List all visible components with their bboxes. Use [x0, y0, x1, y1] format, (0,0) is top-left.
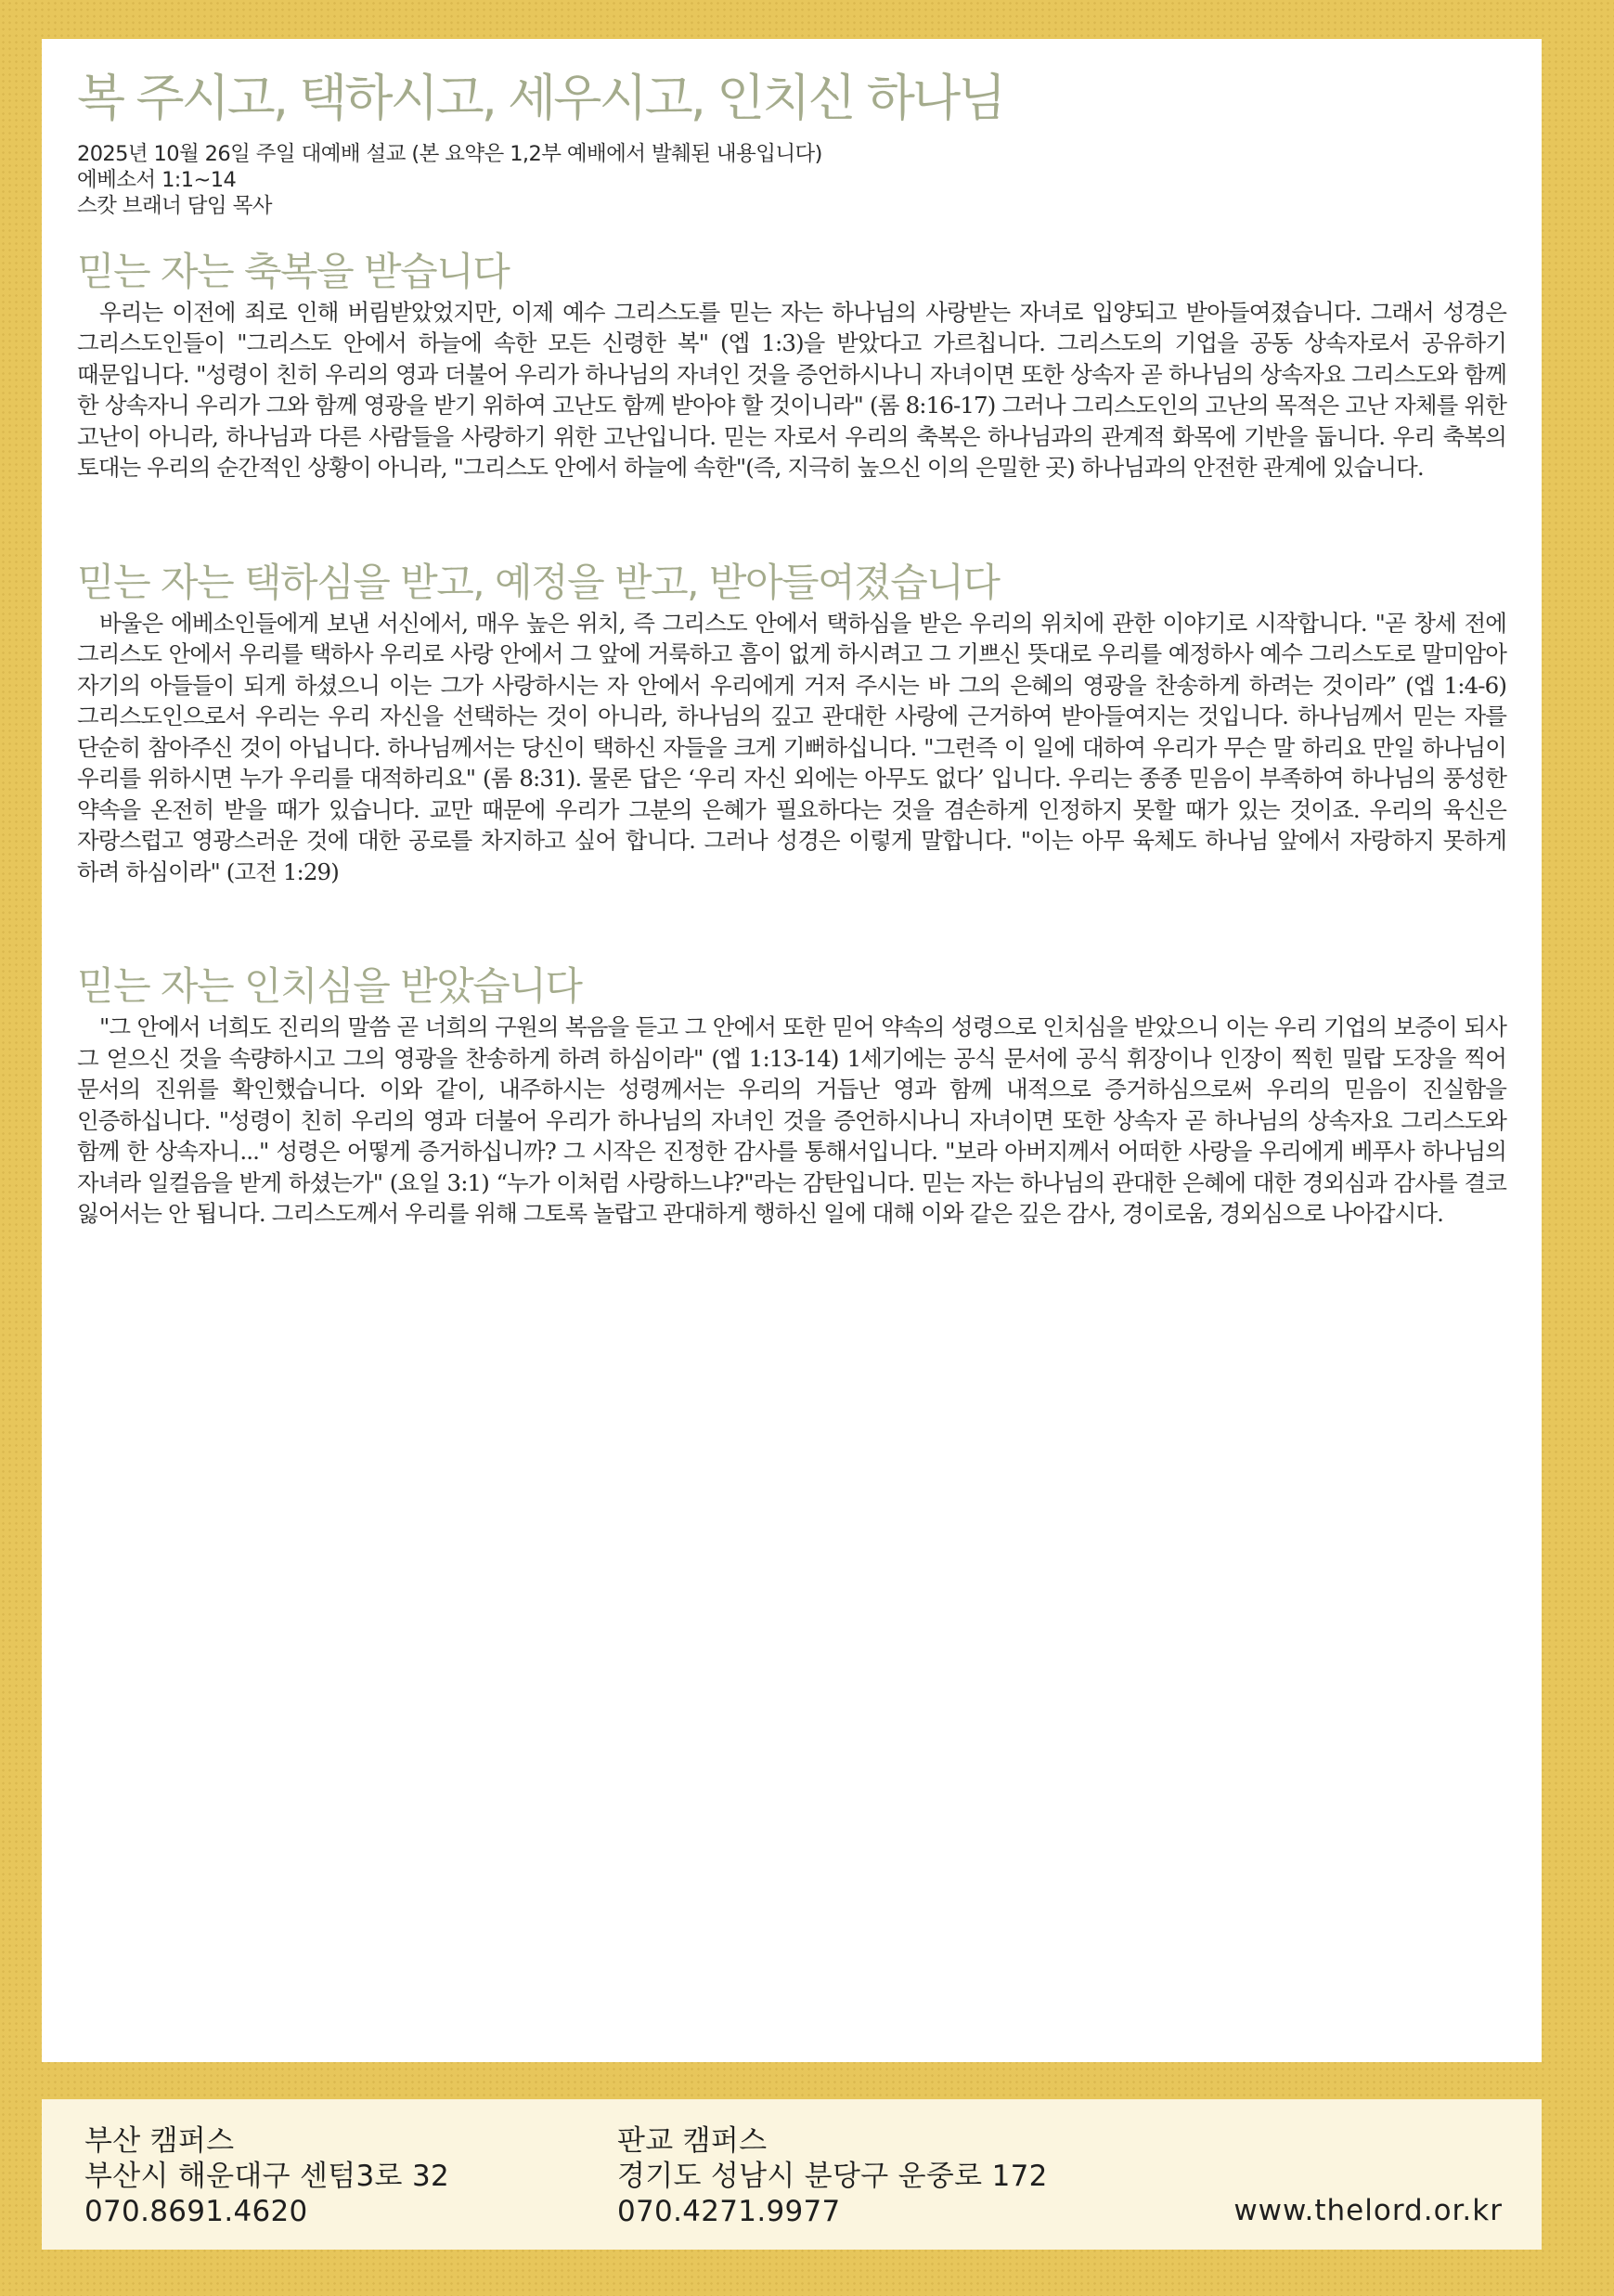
section-chosen: [77, 558, 1506, 888]
section-body: 바울은 에베소인들에게 보낸 서신에서, 매우 높은 위치, 즉 그리스도 안에서 택하심을 받은 우리의 위치에 관한 이야기로 시작합니다. "곧 창세 전에 그리스도 안에서 우리를 택하사 우리로 사랑 안에서 그 앞에 거룩하고 흠이 없게 하시려고 그 기쁘신 뜻대로 우리를 예정하사 예수 그리스도로 말미암아 자기의 아들들이 되게 하셨으니 이는 그가 사랑하시는 자 안에서 우리에게 거저 주시는 바 그의 은혜의 영광을 찬송하게 하려는 것이라” (엡 1:4-6) 그리스도인으로서 우리는 우리 자신을 선택하는 것이 아니라, 하나님의 깊고 관대한 사랑에 근거하여 받아들여지는 것입니다. 하나님께서 믿는 자를 단순히 참아주신 것이 아닙니다. 하나님께서는 당신이 택하신 자들을 크게 기뻐하십니다. "그런즉 이 일에 대하여 우리가 무슨 말 하리요 만일 하나님이 우리를 위하시면 누가 우리를 대적하리요" (롬 8:31). 물론 답은 ‘우리 자신 외에는 아무도 없다’ 입니다. 우리는 종종 믿음이 부족하여 하나님의 풍성한 약속을 온전히 받을 때가 있습니다. 교만 때문에 우리가 그분의 은혜가 필요하다는 것을 겸손하게 인정하지 못할 때가 있는 것이죠. 우리의 육신은 자랑스럽고 영광스러운 것에 대한 공로를 차지하고 싶어 합니다. 그러나 성경은 이렇게 말합니다. "이는 아무 육체도 하나님 앞에서 자랑하지 못하게 하려 하심이라" (고전 1:29): [77, 609, 1506, 885]
campus-address: 부산시 해운대구 센텀3로 32: [84, 2160, 449, 2193]
sermon-meta: [77, 141, 1506, 219]
campus-phone: 070.4271.9977: [617, 2195, 841, 2228]
church-footer: [42, 2099, 1542, 2250]
section-heading: 믿는 자는 인치심을 받았습니다: [77, 963, 582, 1009]
preacher-name: 스캇 브래너 담임 목사: [77, 193, 272, 218]
section-sealed: [77, 961, 1506, 1230]
busan-campus-info: [84, 2123, 449, 2229]
campus-phone: 070.8691.4620: [84, 2195, 308, 2228]
campus-address: 경기도 성남시 분당구 운중로 172: [617, 2160, 1048, 2193]
campus-name: 판교 캠퍼스: [617, 2124, 768, 2158]
sermon-summary-sheet: [42, 39, 1542, 2062]
section-body: "그 안에서 너희도 진리의 말씀 곧 너희의 구원의 복음을 듣고 그 안에서 또한 믿어 약속의 성령으로 인치심을 받았으니 이는 우리 기업의 보증이 되사 그 얻으신 것을 속량하시고 그의 영광을 찬송하게 하려 하심이라" (엡 1:13-14) 1세기에는 공식 문서에 공식 휘장이나 인장이 찍힌 밀랍 도장을 찍어 문서의 진위를 확인했습니다. 이와 같이, 내주하시는 성령께서는 우리의 거듭난 영과 함께 내적으로 증거하심으로써 우리의 믿음이 진실함을 인증하십니다. "성령이 친히 우리의 영과 더불어 우리가 하나님의 자녀인 것을 증언하시나니 자녀이면 또한 상속자 곧 하나님의 상속자요 그리스도와 함께 한 상속자니..." 성령은 어떻게 증거하십니까? 그 시작은 진정한 감사를 통해서입니다. "보라 아버지께서 어떠한 사랑을 우리에게 베푸사 하나님의 자녀라 일컬음을 받게 하셨는가" (요일 3:1) “누가 이처럼 사랑하느냐?"라는 감탄입니다. 믿는 자는 하나님의 관대한 은혜에 대한 경외심과 감사를 결코 잃어서는 안 됩니다. 그리스도께서 우리를 위해 그토록 놀랍고 관대하게 행하신 일에 대해 이와 같은 깊은 감사, 경이로움, 경외심으로 나아갑시다.: [77, 1013, 1506, 1227]
section-heading: 믿는 자는 축복을 받습니다: [77, 248, 510, 294]
section-blessed: [77, 247, 1506, 484]
sermon-date-line: 2025년 10월 26일 주일 대예배 설교 (본 요약은 1,2부 예배에서 발췌된 내용입니다): [77, 141, 822, 166]
sermon-title: 복 주시고, 택하시고, 세우시고, 인치신 하나님: [77, 69, 1004, 127]
campus-name: 부산 캠퍼스: [84, 2124, 235, 2158]
section-heading: 믿는 자는 택하심을 받고, 예정을 받고, 받아들여졌습니다: [77, 559, 1000, 605]
website-url: www.thelord.or.kr: [1233, 2194, 1503, 2227]
scripture-reference: 에베소서 1:1~14: [77, 167, 237, 192]
pangyo-campus-info: [617, 2123, 1048, 2229]
section-body: 우리는 이전에 죄로 인해 버림받았었지만, 이제 예수 그리스도를 믿는 자는 하나님의 사랑받는 자녀로 입양되고 받아들여졌습니다. 그래서 성경은 그리스도인들이 "그리스도 안에서 하늘에 속한 모든 신령한 복" (엡 1:3)을 받았다고 가르칩니다. 그리스도의 기업을 공동 상속자로서 공유하기 때문입니다. "성령이 친히 우리의 영과 더불어 우리가 하나님의 자녀인 것을 증언하시나니 자녀이면 또한 상속자 곧 하나님의 상속자요 그리스도와 함께 한 상속자니 우리가 그와 함께 영광을 받기 위하여 고난도 함께 받아야 할 것이니라" (롬 8:16-17) 그러나 그리스도인의 고난의 목적은 고난 자체를 위한 고난이 아니라, 하나님과 다른 사람들을 사랑하기 위한 고난입니다. 믿는 자로서 우리의 축복은 하나님과의 관계적 화목에 기반을 둡니다. 우리 축복의 토대는 우리의 순간적인 상황이 아니라, "그리스도 안에서 하늘에 속한"(즉, 지극히 높으신 이의 은밀한 곳) 하나님과의 안전한 관계에 있습니다.: [77, 298, 1506, 481]
